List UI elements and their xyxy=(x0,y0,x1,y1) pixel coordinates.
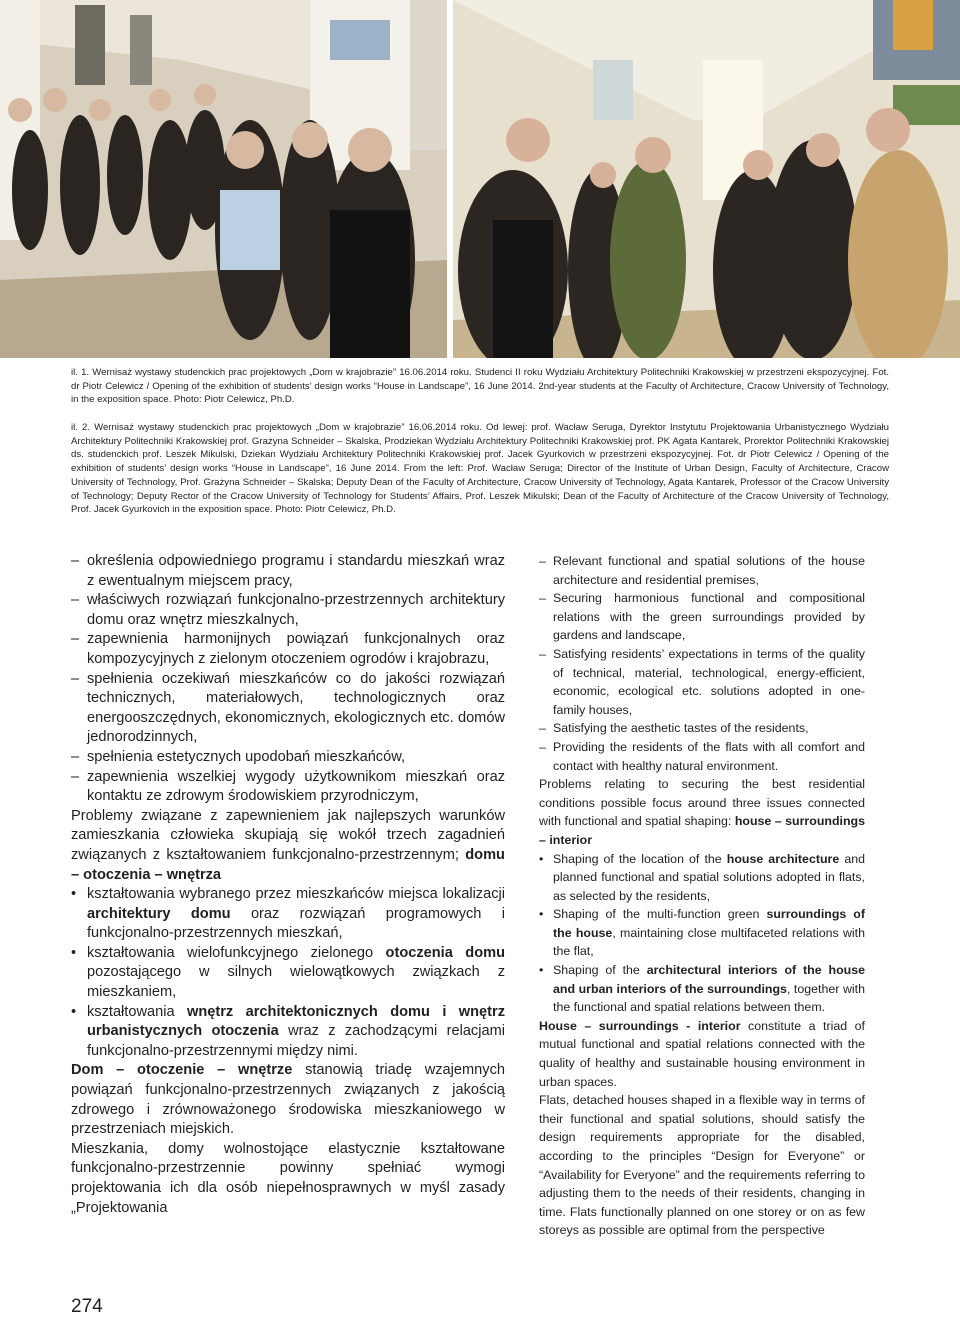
list-item: – właściwych rozwiązań funkcjonalno-przestrzennych architektury domu oraz wnętrz mieszkalnych, xyxy=(71,592,505,628)
dash-marker: – xyxy=(71,748,80,765)
list-item: – spełnienia oczekiwań mieszkańców co do jakości rozwiązań technicznych, materiałowych, technologicznych oraz energooszczędnych, ekonomicznych, ekologicznych etc. domów jednorodzinnych, xyxy=(71,670,505,746)
bullet-marker: • xyxy=(71,944,77,961)
page-number: 274 xyxy=(71,1296,103,1317)
list-item: – zapewnienia harmonijnych powiązań funkcjonalnych oraz kompozycyjnych z zielonym otoczeniem ogrodów i krajobrazu, xyxy=(71,631,505,667)
paragraph: Problemy związane z zapewnieniem jak najlepszych warunków zamieszkania człowieka skupiają się wokół trzech zagadnień związanych z kształtowaniem funkcjonalno-przestrzennym; domu – otoczenia – wnętrza xyxy=(71,807,505,883)
paragraph: Mieszkania, domy wolnostojące elastycznie kształtowane funkcjonalno-przestrzennie powinny spełniać wymogi projektowania ich dla osób niepełnosprawnych w myśl zasady „Projektowania xyxy=(71,1140,505,1216)
column-polish xyxy=(71,552,505,1218)
bullet-item: • kształtowania wybranego przez mieszkańców miejsca lokalizacji architektury domu oraz rozwiązań programowych i funkcjonalno-przestrzennych mieszkań, xyxy=(71,886,505,942)
paragraph: Problems relating to securing the best residential conditions possible focus around three issues connected with functional and spatial shaping: house – surroundings – interior xyxy=(539,777,865,847)
bullet-item: • Shaping of the multi-function green surroundings of the house, maintaining close multifaceted relations with the flat, xyxy=(539,907,865,959)
list-item: – zapewnienia wszelkiej wygody użytkownikom mieszkań oraz kontaktu ze zdrowym środowiskiem przyrodniczym, xyxy=(71,768,505,805)
dash-marker: – xyxy=(71,553,80,569)
dash-marker: – xyxy=(71,670,80,687)
photo-professors-corridor xyxy=(453,0,960,358)
dash-marker: – xyxy=(539,739,546,754)
list-item: – Relevant functional and spatial solutions of the house architecture and residential premises, xyxy=(539,554,865,587)
list-item: – określenia odpowiedniego programu i standardu mieszkań wraz z ewentualnym miejscem pracy, xyxy=(71,553,505,589)
dash-marker: – xyxy=(71,768,80,785)
bullet-item: • Shaping of the location of the house architecture and planned functional and spatial solutions adopted in flats, as selected by the residents, xyxy=(539,851,865,903)
dash-marker: – xyxy=(539,646,546,661)
bullet-item: • kształtowania wielofunkcyjnego zielonego otoczenia domu pozostającego w silnych wielowątkowych związkach z mieszkaniem, xyxy=(71,944,506,1001)
list-item: – Satisfying the aesthetic tastes of the residents, xyxy=(539,719,865,738)
photo-students-corridor xyxy=(0,0,447,358)
bullet-item: • kształtowania wnętrz architektonicznych domu i wnętrz urbanistycznych otoczenia wraz z zachodzącymi relacjami funkcjonalno-przestrzennymi między nimi. xyxy=(71,1003,505,1059)
paragraph: Flats, detached houses shaped in a flexible way in terms of their functional and spatial solutions, should satisfy the design requirements appropriate for the disabled, according to the principles “Design for Everyone” or “Availability for Everyone” and the requirements referring to adjusting them to the needs of their residents, changing in time. Flats functionally planned on one storey or on as few storeys as possible are optimal from the perspective xyxy=(539,1093,865,1238)
bullet-marker: • xyxy=(539,963,544,978)
list-item: – spełnienia estetycznych upodobań mieszkańców, xyxy=(71,748,505,768)
dash-marker: – xyxy=(539,721,546,736)
figure-caption-2: il. 2. Wernisaż wystawy studenckich prac projektowych „Dom w krajobrazie” 16.06.2014 roku. Od lewej: prof. Wacław Seruga, Dyrektor Instytutu Projektowania Urbanistycznego Wydziału Architektury Politechniki Krakowskiej prof. Grażyna Schneider – Skalska, Prodziekan Wydziału Architektury Politechniki Krakowskiej prof. PK Agata Kantarek, Prorektor Politechniki Krakowskiej ds. studenckich prof. Leszek Mikulski, Dziekan Wydziału Architektury Politechniki Krakowskiej prof. Jacek Gyurkovich w przestrzeni ekspozycyjnej. Fot. dr Piotr Celewicz / Opening of the exhibition of students’ design works “House in Landscape”, 16 June 2014. From the left: Prof. Wacław Seruga; Director of the Institute of Urban Design, Faculty of Architecture, Cracow University of Technology, Prof. Grażyna Schneider – Skalska; Deputy Dean of the Faculty of Architecture, Cracow University of Technology, Agata Kantarek, Professor of the Cracow University of Technology; Deputy Rector of the Cracow University of Technology for Students’ Affairs, Prof. Leszek Mikulski; Dean of the Faculty of Architecture of the Cracow University of Technology, Prof. Jacek Gyurkovich in the exposition space. Photo: Piotr Celewicz, Ph.D. xyxy=(71,422,889,516)
paragraph: House – surroundings - interior constitute a triad of mutual functional and spatial relations connected with the quality of healthy and sustainable housing environment in urban spaces. xyxy=(539,1018,865,1089)
bullet-marker: • xyxy=(539,851,544,866)
bullet-item: • Shaping of the architectural interiors of the house and urban interiors of the surroundings, together with the functional and spatial relations between them. xyxy=(539,963,866,1015)
bullet-marker: • xyxy=(71,1003,77,1020)
list-item: – Providing the residents of the flats with all comfort and contact with healthy natural environment. xyxy=(539,739,865,773)
figure-caption-1: il. 1. Wernisaż wystawy studenckich prac projektowych „Dom w krajobrazie” 16.06.2014 roku. Studenci II roku Wydziału Architektury Politechniki Krakowskiej w przestrzeni ekspozycyjnej. Fot. dr Piotr Celewicz / Opening of the exhibition of students’ design works “House in Landscape”, 16 June 2014. 2nd-year students at the Faculty of Architecture, Cracow University of Technology, in the exposition space. Photo: Piotr Celewicz, Ph.D. xyxy=(71,367,889,406)
bullet-marker: • xyxy=(539,907,544,922)
dash-marker: – xyxy=(539,591,546,606)
paragraph: Dom – otoczenie – wnętrze stanowią triadę wzajemnych powiązań funkcjonalno-przestrzennych związanych z jakością zdrowego i zrównoważonego środowiska mieszkaniowego w przestrzeniach miejskich. xyxy=(71,1062,505,1138)
column-english xyxy=(539,552,865,1240)
bullet-marker: • xyxy=(71,886,77,903)
dash-marker: – xyxy=(539,554,546,568)
list-item: – Securing harmonious functional and compositional relations with the green surroundings provided by gardens and landscape, xyxy=(539,591,865,643)
dash-marker: – xyxy=(71,592,80,609)
dash-marker: – xyxy=(71,631,80,648)
list-item: – Satisfying residents’ expectations in terms of the quality of technical, material, technological, energy-efficient, economic, ecological etc. solutions adopted in one-family houses, xyxy=(539,646,865,717)
